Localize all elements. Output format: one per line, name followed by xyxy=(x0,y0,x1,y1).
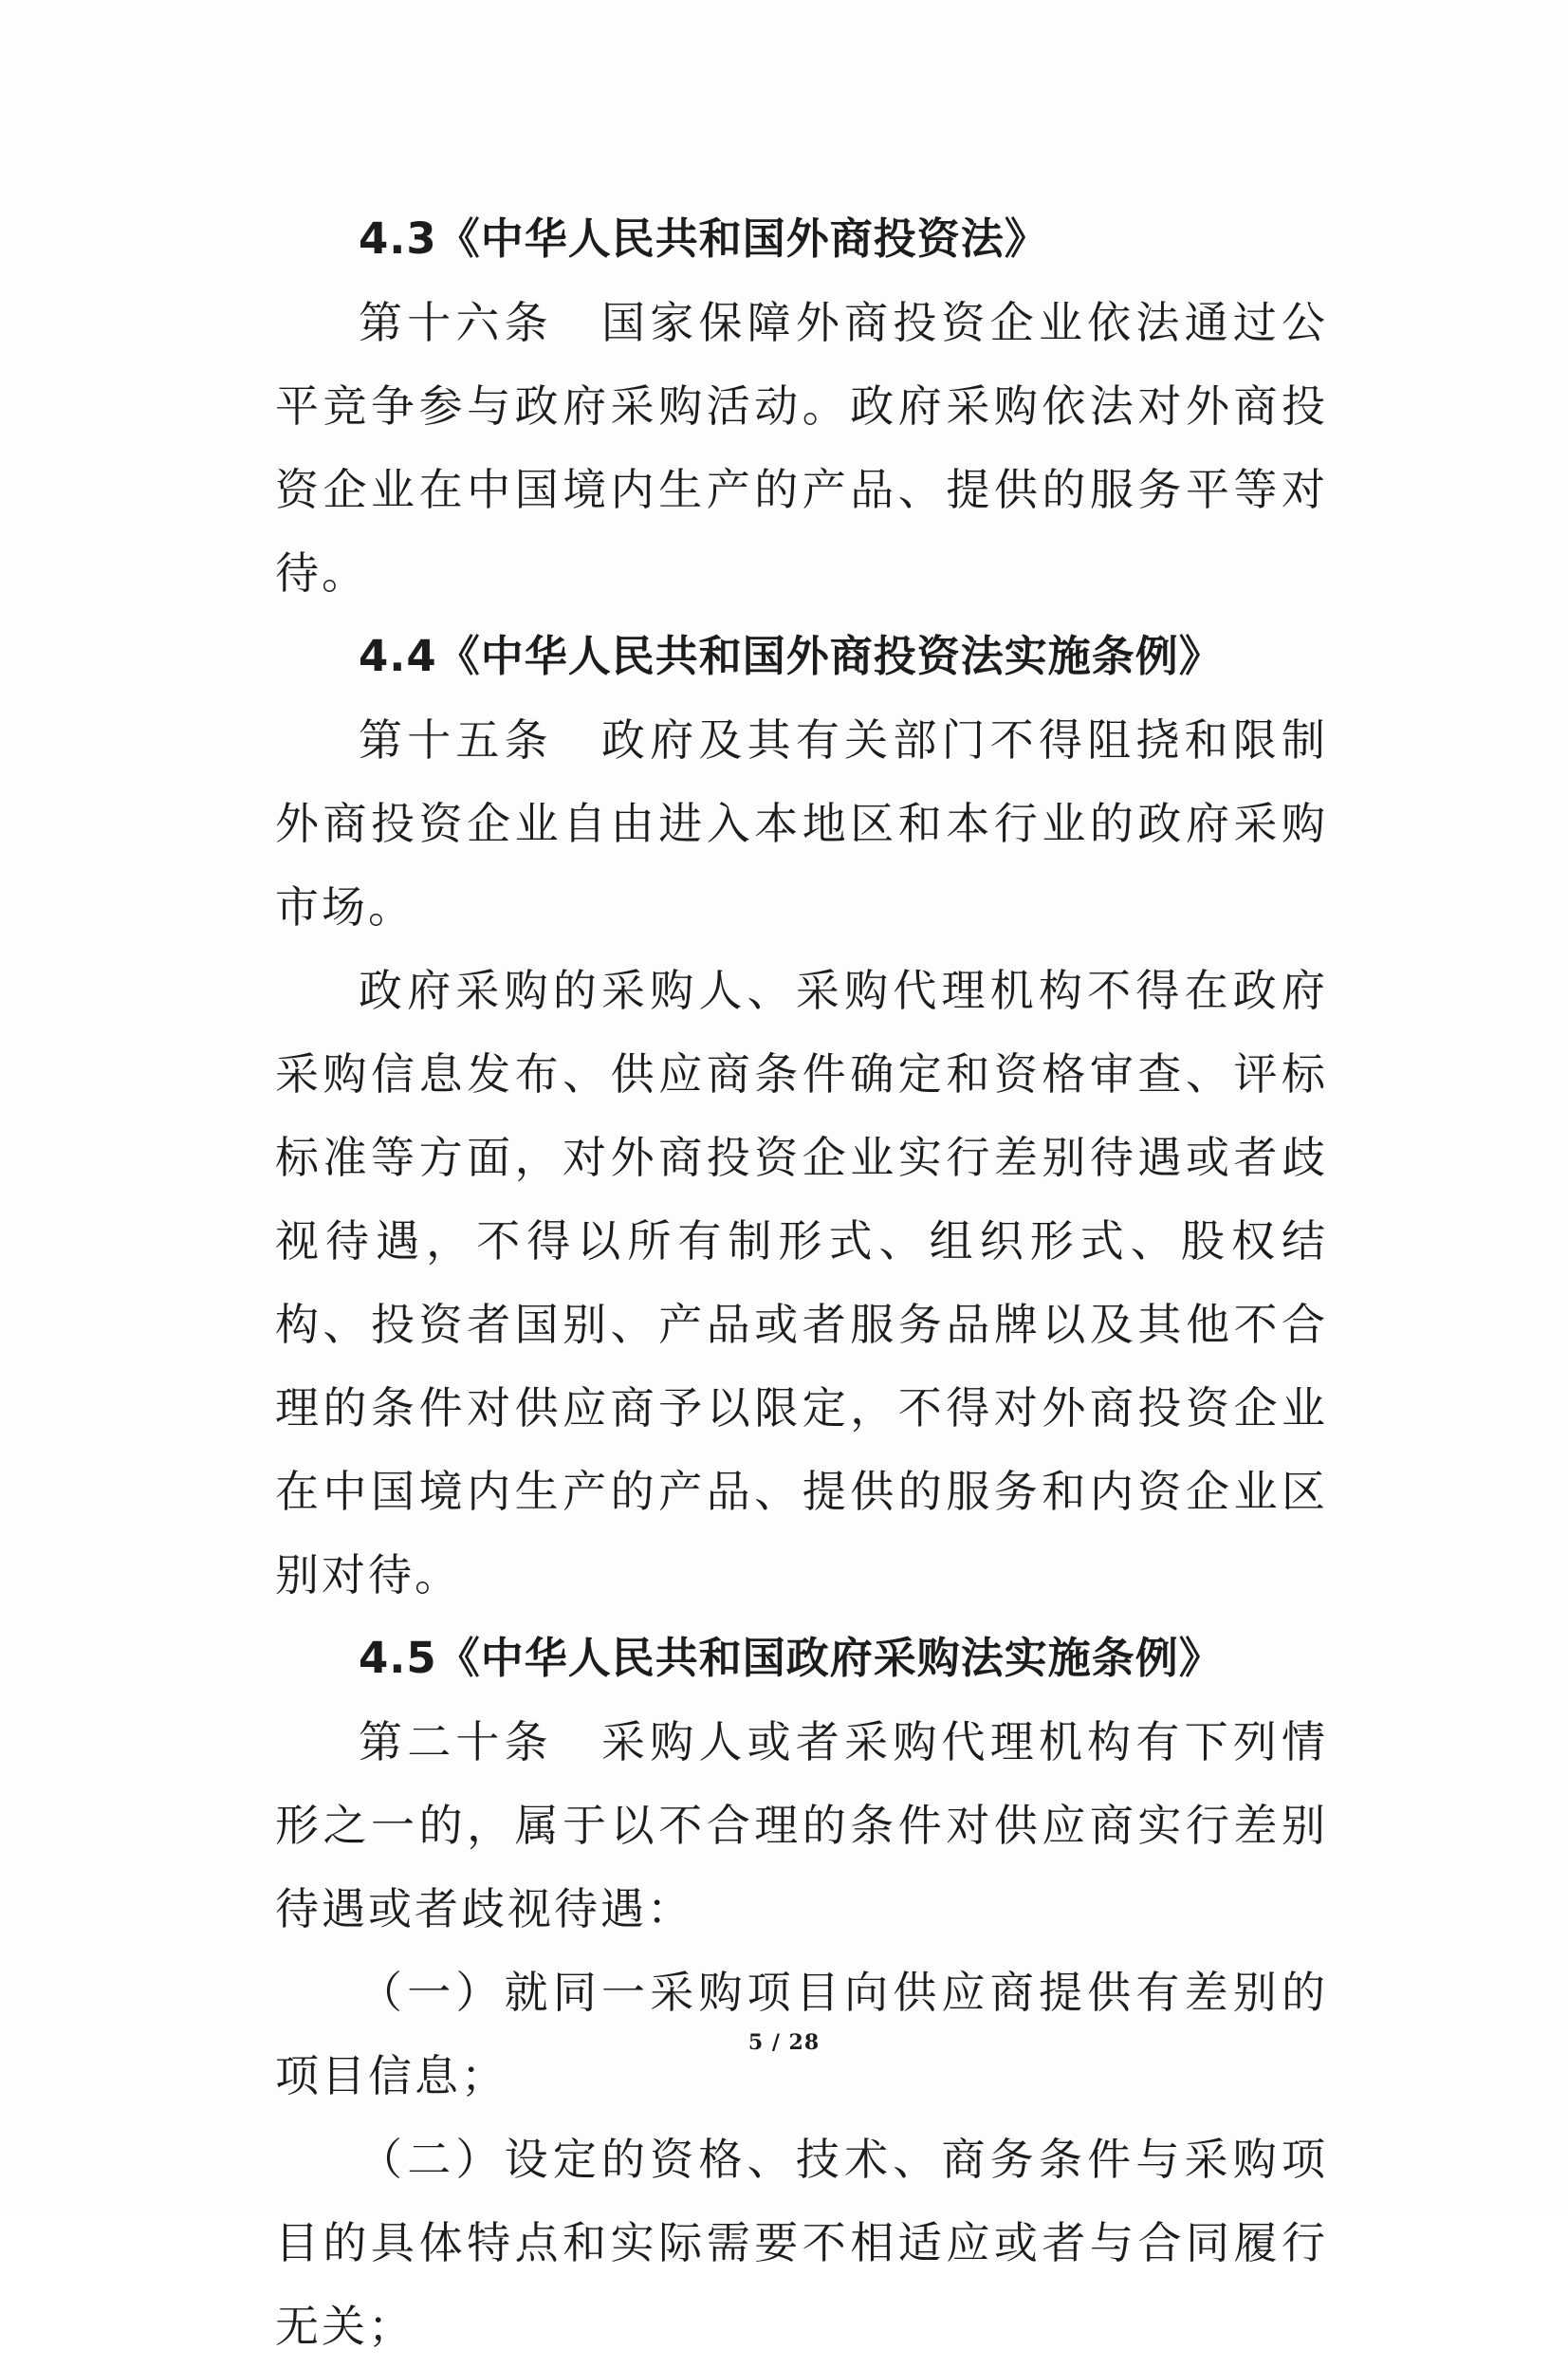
article-15-paragraph: 第十五条 政府及其有关部门不得阻挠和限制外商投资企业自由进入本地区和本行业的政府采购市场。 xyxy=(275,714,1328,933)
list-item-1: （一）就同一采购项目向供应商提供有差别的项目信息； xyxy=(275,1967,1328,2101)
section-heading-4-4: 4.4《中华人民共和国外商投资法实施条例》 xyxy=(359,631,1223,681)
section-heading-4-3: 4.3《中华人民共和国外商投资法》 xyxy=(359,213,1048,264)
page-number: 5 / 28 xyxy=(747,2030,821,2055)
procurement-rules-paragraph: 政府采购的采购人、采购代理机构不得在政府采购信息发布、供应商条件确定和资格审查、评标标准等方面，对外商投资企业实行差别待遇或者歧视待遇，不得以所有制形式、组织形式、股权结构、投资者国别、产品或者服务品牌以及其他不合理的条件对供应商予以限定，不得对外商投资企业在中国境内生产的产品、提供的服务和内资企业区别对待。 xyxy=(275,965,1328,1600)
article-20-paragraph: 第二十条 采购人或者采购代理机构有下列情形之一的，属于以不合理的条件对供应商实行差别待遇或者歧视待遇： xyxy=(275,1716,1328,1934)
section-heading-4-5: 4.5《中华人民共和国政府采购法实施条例》 xyxy=(359,1633,1223,1683)
list-item-2: （二）设定的资格、技术、商务条件与采购项目的具体特点和实际需要不相适应或者与合同履行无关； xyxy=(275,2134,1328,2352)
article-16-paragraph: 第十六条 国家保障外商投资企业依法通过公平竞争参与政府采购活动。政府采购依法对外商投资企业在中国境内生产的产品、提供的服务平等对待。 xyxy=(275,297,1328,599)
